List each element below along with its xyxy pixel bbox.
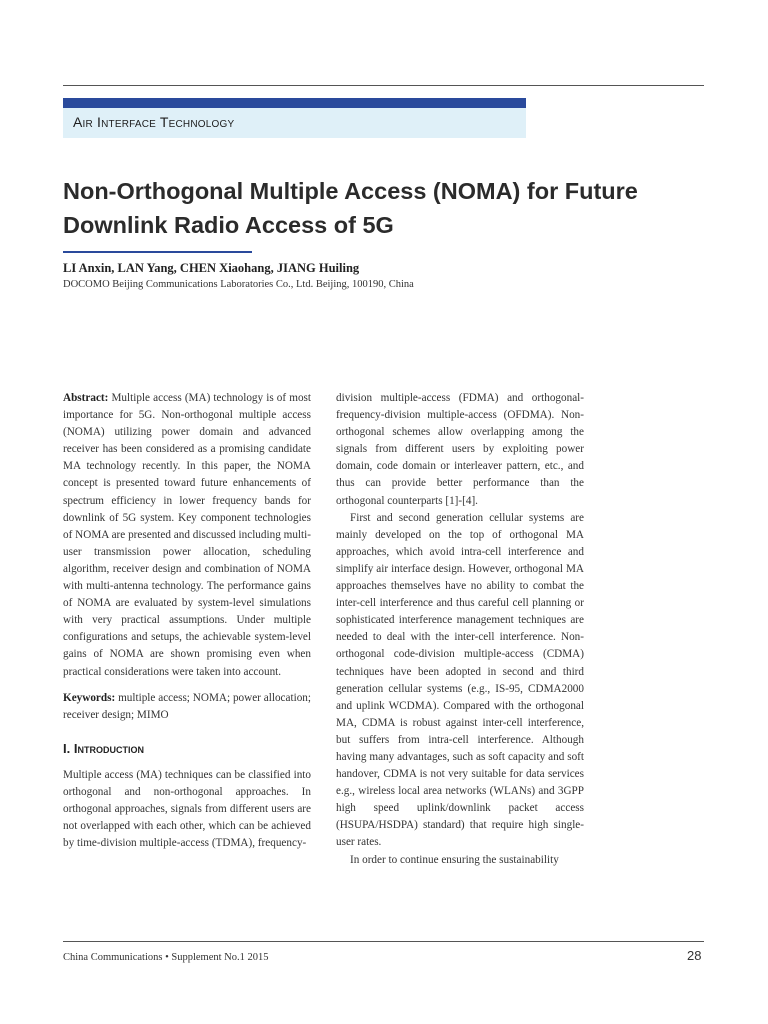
keywords-text: multiple access; NOMA; power allocation; receiver design; MIMO	[63, 691, 312, 721]
keywords-label: Keywords:	[63, 691, 116, 704]
authors: LI Anxin, LAN Yang, CHEN Xiaohang, JIANG Huiling	[63, 261, 360, 275]
top-rule	[63, 85, 704, 86]
section-label: Air Interface Technology	[73, 114, 235, 130]
paper-title: Non-Orthogonal Multiple Access (NOMA) for Future Downlink Radio Access of 5G	[63, 178, 638, 238]
section-banner-bar	[63, 98, 526, 108]
intro-paragraph-2: First and second generation cellular systems are mainly developed on the top of orthogonal MA approaches, which avoid intra-cell interference and simplify air interface design. However, orthogonal MA approaches themselves have no ability to combat the inter-cell interference and thus careful cell planning or sophisticated interference management techniques are needed to deal with the inter-cell interference. Non-orthogonal code-division multiple-access (CDMA) techniques have been adopted in second and third generation cellular systems (e.g., IS-95, CDMA2000 and uplink WCDMA). Compared with the orthogonal MA, CDMA is robust against inter-cell interference, but suffers from intra-cell interference. Although having many advantages, such as soft capacity and soft handover, CDMA is not very suitable for data services e.g., wireless local area networks (WLANs) and 3GPP high speed uplink/downlink packet access (HSUPA/HSDPA) standard) that require high single-user rates.	[336, 511, 584, 849]
intro-paragraph-1-start: Multiple access (MA) techniques can be classified into orthogonal and non-orthogonal approaches. In orthogonal approaches, signals from different users are not overlapped with each other, which can be achieved by time-division multiple-access (TDMA), frequency-	[63, 768, 311, 850]
page-number: 28	[687, 948, 702, 963]
abstract-text: Multiple access (MA) technology is of most importance for 5G. Non-orthogonal multiple access (NOMA) utilizing power domain and advanced receiver has been considered as a promising candidate MA technology recently. In this paper, the NOMA concept is presented toward future enhancements of spectrum efficiency in lower frequency bands for downlink of 5G system. Key component technologies of NOMA are presented and discussed including multi-user transmission power allocation, scheduling algorithm, receiver design and combination of NOMA with multi-antenna technology. The performance gains of NOMA are evaluated by system-level simulations with very practical assumptions. Under multiple configurations and setups, the achievable system-level gains of NOMA are shown promising even when practical considerations were taken into account.	[63, 392, 311, 678]
section-heading-introduction: I. Introduction	[63, 740, 144, 756]
bottom-rule	[63, 941, 704, 942]
footer-journal: China Communications • Supplement No.1 2015	[63, 952, 269, 963]
left-column	[63, 390, 311, 852]
title-underline	[63, 251, 252, 253]
intro-paragraph-1-end: division multiple-access (FDMA) and orthogonal-frequency-division multiple-access (OFDMA). Non-orthogonal schemes allow overlapping among the signals from different users by exploiting power domain, code domain or interleaver pattern, etc., and thus can provide better performance than the orthogonal counterparts [1]-[4].	[336, 392, 584, 507]
right-column	[336, 390, 584, 869]
intro-paragraph-3: In order to continue ensuring the sustainability	[350, 853, 559, 866]
abstract-label: Abstract:	[63, 392, 109, 404]
affiliation: DOCOMO Beijing Communications Laboratories Co., Ltd. Beijing, 100190, China	[63, 279, 414, 290]
section-banner	[63, 98, 526, 138]
abstract	[63, 390, 311, 681]
keywords	[63, 690, 311, 724]
